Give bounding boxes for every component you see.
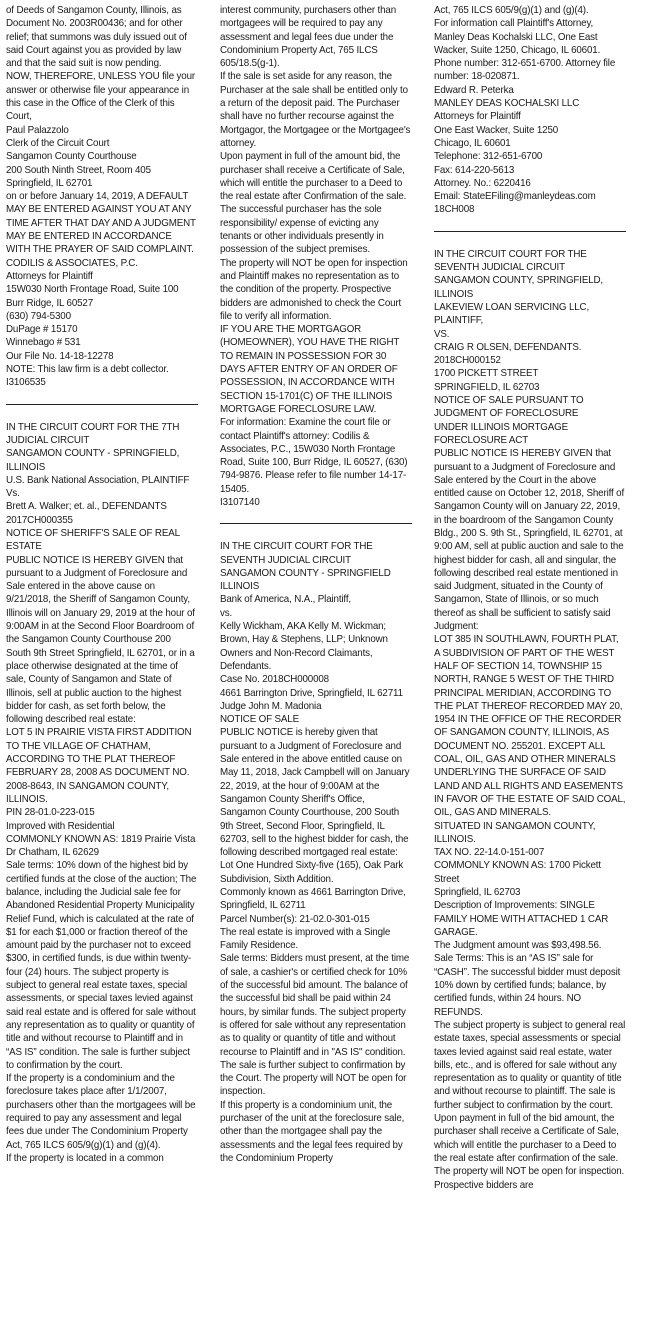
notice-line: Paul Palazzolo xyxy=(6,124,69,136)
notice-line: 200 South Ninth Street, Room 405 xyxy=(6,164,151,176)
notice-line: vs. xyxy=(220,607,233,619)
notice-line: 15W030 North Frontage Road, Suite 100 xyxy=(6,284,179,296)
notice-line: Vs. xyxy=(6,488,20,500)
notice-line: PUBLIC NOTICE IS HEREBY GIVEN that pursuant to a Judgment of Foreclosure and Sale entered by the Court in the above entitled cause on October 12, 2018, Sheriff of Sangamon County will on January 22, 2019, in the boardroom of the Sangamon County Bldg., 200 S. 9th St., Springfield, IL 62701, at 9:00 AM, sell at public auction and sale to the highest bidder for cash, all and singular, the following described real estate mentioned in said Judgment, situated in the County of Sangamon, State of Illinois, or so much thereof as shall be sufficient to satisfy said Judgment: xyxy=(434,448,625,633)
notice-line: The property will NOT be open for inspection. Prospective bidders are xyxy=(434,1166,625,1191)
notice-line: Description of Improvements: SINGLE FAMILY HOME WITH ATTACHED 1 CAR GARAGE. xyxy=(434,900,609,938)
notice-line: Lot One Hundred Sixty-five (165), Oak Park Subdivision, Sixth Addition. xyxy=(220,860,404,885)
notice-line: LOT 5 IN PRAIRIE VISTA FIRST ADDITION TO THE VILLAGE OF CHATHAM, ACCORDING TO THE PLAT THEREOF FEBRUARY 28, 2008 AS DOCUMENT NO. 2008-8643, IN SANGAMON COUNTY, ILLINOIS. xyxy=(6,727,192,805)
notice-line: 2018CH000152 xyxy=(434,355,501,367)
notice-line: NOTICE OF SALE xyxy=(220,714,299,726)
notice-line: NOW, THEREFORE, UNLESS YOU file your answer or otherwise file your appearance in this case in the Office of the Clerk of this Court, xyxy=(6,71,196,123)
notice-line: I3106535 xyxy=(6,377,46,389)
notice-line: Springfield, IL 62703 xyxy=(434,887,521,898)
notice-line: PUBLIC NOTICE is hereby given that pursuant to a Judgment of Foreclosure and Sale entered in the above entitled cause on May 11, 2018, Jack Campbell will on January 22, 2019, at the hour of 9:00AM at the Sangamon County Sheriff's Office, Sangamon County Courthouse, 200 South 9th Street, Second Floor, Springfield, IL 62703, sell to the highest bidder for cash, the following described mortgaged real estate: xyxy=(220,727,410,859)
notice-line: IN THE CIRCUIT COURT FOR THE SEVENTH JUDICIAL CIRCUIT xyxy=(434,248,587,274)
notice-line: Sangamon County Courthouse xyxy=(6,151,137,163)
column-1 xyxy=(6,4,198,1335)
notice-line: One East Wacker, Suite 1250 xyxy=(434,124,559,136)
notice-line: Act, 765 ILCS 605/9(g)(1) and (g)(4). xyxy=(434,5,589,16)
notice-line: Attorney. No.: 6220416 xyxy=(434,177,531,189)
notice-line: SANGAMON COUNTY, SPRINGFIELD, ILLINOIS xyxy=(434,275,604,300)
notice-line: Attorneys for Plaintiff xyxy=(434,111,521,123)
notice-line: IN THE CIRCUIT COURT FOR THE SEVENTH JUDICIAL CIRCUIT xyxy=(220,541,373,566)
notice-divider xyxy=(220,523,412,524)
column-3 xyxy=(434,4,626,1335)
notice-line: of Deeds of Sangamon County, Illinois, as Document No. 2003R00436; and for other relief; that summons was duly issued out of said Court against you as provided by law and that the said suit is now pending. xyxy=(6,5,187,70)
notice-line: For information call Plaintiff's Attorney, Manley Deas Kochalski LLC, One East Wacker, Suite 1250, Chicago, IL 60601. Phone number: 312-651-6700. Attorney file number: 18-020871. xyxy=(434,18,616,83)
notice-line: 2017CH000355 xyxy=(6,514,73,526)
notice-line: Edward R. Peterka xyxy=(434,84,514,96)
notice-line: SANGAMON COUNTY - SPRINGFIELD ILLINOIS xyxy=(220,567,391,593)
notice-line: Sale terms: Bidders must present, at the time of sale, a cashier's or certified check for 10% of the successful bid amount. The balance of the successful bid shall be paid within 24 hours, by similar funds. The subject property is offered for sale without any representation as to quality or quantity of title and without recourse to Plaintiff and in "AS IS" condition. The sale is further subject to confirmation by the Court. The property will NOT be open for inspection. xyxy=(220,953,410,1098)
notice-line: If the sale is set aside for any reason, the Purchaser at the sale shall be entitled only to a return of the deposit paid. The Purchaser shall have no further recourse against the Mortgagor, the Mortgagee or the Mortgagee's attorney. xyxy=(220,71,411,149)
notice-line: VS. xyxy=(434,328,450,340)
notice-bank-of-america-wickham xyxy=(220,540,412,1165)
notice-line: Fax: 614-220-5613 xyxy=(434,164,515,176)
notice-line: NOTICE OF SHERIFF'S SALE OF REAL ESTATE xyxy=(6,527,180,553)
notice-lakeview-olsen xyxy=(434,248,626,1192)
notice-line: Brett A. Walker; et. al., DEFENDANTS xyxy=(6,501,167,513)
notice-line: I3107140 xyxy=(220,496,260,508)
notice-line: SITUATED IN SANGAMON COUNTY, ILLINOIS. xyxy=(434,820,596,845)
notice-line: UNDER ILLINOIS MORTGAGE FORECLOSURE ACT xyxy=(434,421,568,446)
notice-line: The property will NOT be open for inspection and Plaintiff makes no representation as to the condition of the property. Prospective bidders are admonished to check the Court file to verify all information. xyxy=(220,257,408,322)
notice-line: Clerk of the Circuit Court xyxy=(6,137,110,149)
notice-line: SANGAMON COUNTY - SPRINGFIELD, ILLINOIS xyxy=(6,448,180,473)
notice-line: MANLEY DEAS KOCHALSKI LLC xyxy=(434,98,580,110)
notice-line: Case No. 2018CH000008 xyxy=(220,674,329,686)
notice-line: IF YOU ARE THE MORTGAGOR (HOMEOWNER), YOU HAVE THE RIGHT TO REMAIN IN POSSESSION FOR 30 DAYS AFTER ENTRY OF AN ORDER OF POSSESSION, IN ACCORDANCE WITH SECTION 15-1701(C) OF THE ILLINOIS MORTGAGE FORECLOSURE LAW. xyxy=(220,324,400,415)
notice-line: on or before January 14, 2019, A DEFAULT MAY BE ENTERED AGAINST YOU AT ANY TIME AFTER THAT DAY AND A JUDGMENT MAY BE ENTERED IN ACCORDANCE WITH THE PRAYER OF SAID COMPLAINT. xyxy=(6,191,196,256)
notice-divider xyxy=(434,231,626,232)
notice-line: Attorneys for Plaintiff xyxy=(6,270,93,282)
notice-line: For information: Examine the court file or contact Plaintiff's attorney: Codilis & Associates, P.C., 15W030 North Frontage Road, Suite 100, Burr Ridge, IL 60527, (630) 794-9876. Please refer to file number 14-17-15405. xyxy=(220,417,408,495)
notice-line: SPRINGFIELD, IL 62703 xyxy=(434,381,540,393)
notice-line: Bank of America, N.A., Plaintiff, xyxy=(220,594,351,606)
notice-bank-of-america-wickham-continued xyxy=(434,4,626,217)
notice-line: PIN 28-01.0-223-015 xyxy=(6,807,95,819)
notice-line: Winnebago # 531 xyxy=(6,337,81,349)
notice-line: PUBLIC NOTICE IS HEREBY GIVEN that pursuant to a Judgment of Foreclosure and Sale entered in the above cause on 9/21/2018, the Sheriff of Sangamon County, Illinois will on January 29, 2019 at the hour of 9:00AM in at the Second Floor Boardroom of the Sangamon County Courthouse 200 South 9th Street Springfield, IL 62701, or in a place otherwise designated at the time of sale, County of Sangamon and State of Illinois, sell at public auction to the highest bidder for cash, as set forth below, the following described real estate: xyxy=(6,554,195,726)
notice-line: If this property is a condominium unit, the purchaser of the unit at the foreclosure sale, other than the mortgagee shall pay the assessments and the legal fees required by the Condominium Property xyxy=(220,1099,405,1164)
notice-line: NOTE: This law firm is a debt collector. xyxy=(6,364,169,376)
notice-line: 18CH008 xyxy=(434,204,475,216)
notice-line: If the property is a condominium and the foreclosure takes place after 1/1/2007, purchasers other than the mortgagees will be required to pay any assessment and legal fees due under The Condominium Property Act, 765 ILCS 605/9(g)(1) and (g)(4). xyxy=(6,1073,196,1151)
notice-line: Telephone: 312-651-6700 xyxy=(434,151,543,163)
notice-line: Kelly Wickham, AKA Kelly M. Wickman; Brown, Hay & Stephens, LLP; Unknown Owners and Non-Record Claimants, Defendants. xyxy=(220,621,388,672)
notice-line: IN THE CIRCUIT COURT FOR THE 7TH JUDICIAL CIRCUIT xyxy=(6,421,180,446)
notice-line: The real estate is improved with a Single Family Residence. xyxy=(220,926,391,952)
notice-line: The subject property is subject to general real estate taxes, special assessments or special taxes levied against said real estate, water bills, etc., and is offered for sale without any representation as to quality or quantity of title and without recourse to plaintiff. The sale is further subject to confirmation by the court. xyxy=(434,1019,626,1111)
notice-line: COMMONLY KNOWN AS: 1819 Prairie Vista Dr Chatham, IL 62629 xyxy=(6,833,196,859)
notice-line: Commonly known as 4661 Barrington Drive, Springfield, IL 62711 xyxy=(220,887,406,912)
notice-line: Upon payment in full of the amount bid, the purchaser shall receive a Certificate of Sale, which will entitle the purchaser to a Deed to the real estate after Confirmation of the sale. The successful purchaser has the sole responsibility/ expense of evicting any tenants or other individuals presently in possession of the subject premises. xyxy=(220,151,407,256)
notice-line: Judge John M. Madonia xyxy=(220,700,322,712)
notice-line: Chicago, IL 60601 xyxy=(434,137,511,149)
notice-line: Sale terms: 10% down of the highest bid by certified funds at the close of the auction; The balance, including the Judicial sale fee for Abandoned Residential Property Municipality Relief Fund, which is calculated at the rate of $1 for each $1,000 or fraction thereof of the amount paid by the purchaser not to exceed $300, in certified funds, is due within twenty-four (24) hours. The subject property is subject to general real estate taxes, special assessments, or special taxes levied against said real estate and is offered for sale without any representation as to quality or quantity of title and without recourse to Plaintiff and in “AS IS” condition. The sale is further subject to confirmation by the court. xyxy=(6,860,197,1071)
notice-codilis-continued xyxy=(6,4,198,390)
notice-line: 4661 Barrington Drive, Springfield, IL 62711 xyxy=(220,687,403,699)
column-2 xyxy=(220,4,412,1335)
notice-line: NOTICE OF SALE PURSUANT TO JUDGMENT OF FORECLOSURE xyxy=(434,395,584,420)
notice-line: DuPage # 15170 xyxy=(6,324,78,336)
notice-line: Burr Ridge, IL 60527 xyxy=(6,297,94,309)
notice-line: Upon payment in full of the bid amount, the purchaser shall receive a Certificate of Sale, which will entitle the purchaser to a Deed to the real estate after confirmation of the sale. xyxy=(434,1113,619,1164)
notice-line: LOT 385 IN SOUTHLAWN, FOURTH PLAT, A SUBDIVISION OF PART OF THE WEST HALF OF SECTION 14, TOWNSHIP 15 NORTH, RANGE 5 WEST OF THE THIRD PRINCIPAL MERIDIAN, ACCORDING TO THE PLAT THEREOF RECORDED MAY 20, 1954 IN THE OFFICE OF THE RECORDER OF SANGAMON COUNTY, ILLINOIS, AS DOCUMENT NO. 255201. EXCEPT ALL COAL, OIL, GAS AND OTHER MINERALS UNDERLYING THE SURFACE OF SAID LAND AND ALL RIGHTS AND EASEMENTS IN FAVOR OF THE ESTATE OF SAID COAL, OIL, GAS AND MINERALS. xyxy=(434,634,626,819)
notice-line: 1700 PICKETT STREET xyxy=(434,368,539,380)
notice-line: Email: StateEFiling@manleydeas.com xyxy=(434,191,596,203)
notice-line: Parcel Number(s): 21-02.0-301-015 xyxy=(220,913,370,925)
notice-line: Springfield, IL 62701 xyxy=(6,177,93,189)
notice-line: The Judgment amount was $93,498.56. xyxy=(434,940,602,952)
notice-divider xyxy=(6,404,198,405)
notice-line: Improved with Residential xyxy=(6,820,115,832)
notice-line: Our File No. 14-18-12278 xyxy=(6,350,114,362)
notice-us-bank-walker xyxy=(6,421,198,1166)
notice-line: CODILIS & ASSOCIATES, P.C. xyxy=(6,257,138,269)
notice-line: If the property is located in a common xyxy=(6,1152,164,1164)
notice-line: TAX NO. 22-14.0-151-007 xyxy=(434,847,545,859)
notice-line: Sale Terms: This is an “AS IS” sale for “CASH”. The successful bidder must deposit 10% down by certified funds; balance, by certified funds, within 24 hours. NO REFUNDS. xyxy=(434,953,621,1018)
notice-line: U.S. Bank National Association, PLAINTIFF xyxy=(6,474,190,486)
notice-line: (630) 794-5300 xyxy=(6,310,71,322)
notice-line: CRAIG R OLSEN, DEFENDANTS. xyxy=(434,341,582,353)
notice-us-bank-walker-continued xyxy=(220,4,412,509)
notice-line: LAKEVIEW LOAN SERVICING LLC, PLAINTIFF, xyxy=(434,301,590,327)
notice-line: interest community, purchasers other than mortgagees will be required to pay any assessment and legal fees due under the Condominium Property Act, 765 ILCS 605/18.5(g-1). xyxy=(220,5,397,70)
notice-line: COMMONLY KNOWN AS: 1700 Pickett Street xyxy=(434,860,601,885)
